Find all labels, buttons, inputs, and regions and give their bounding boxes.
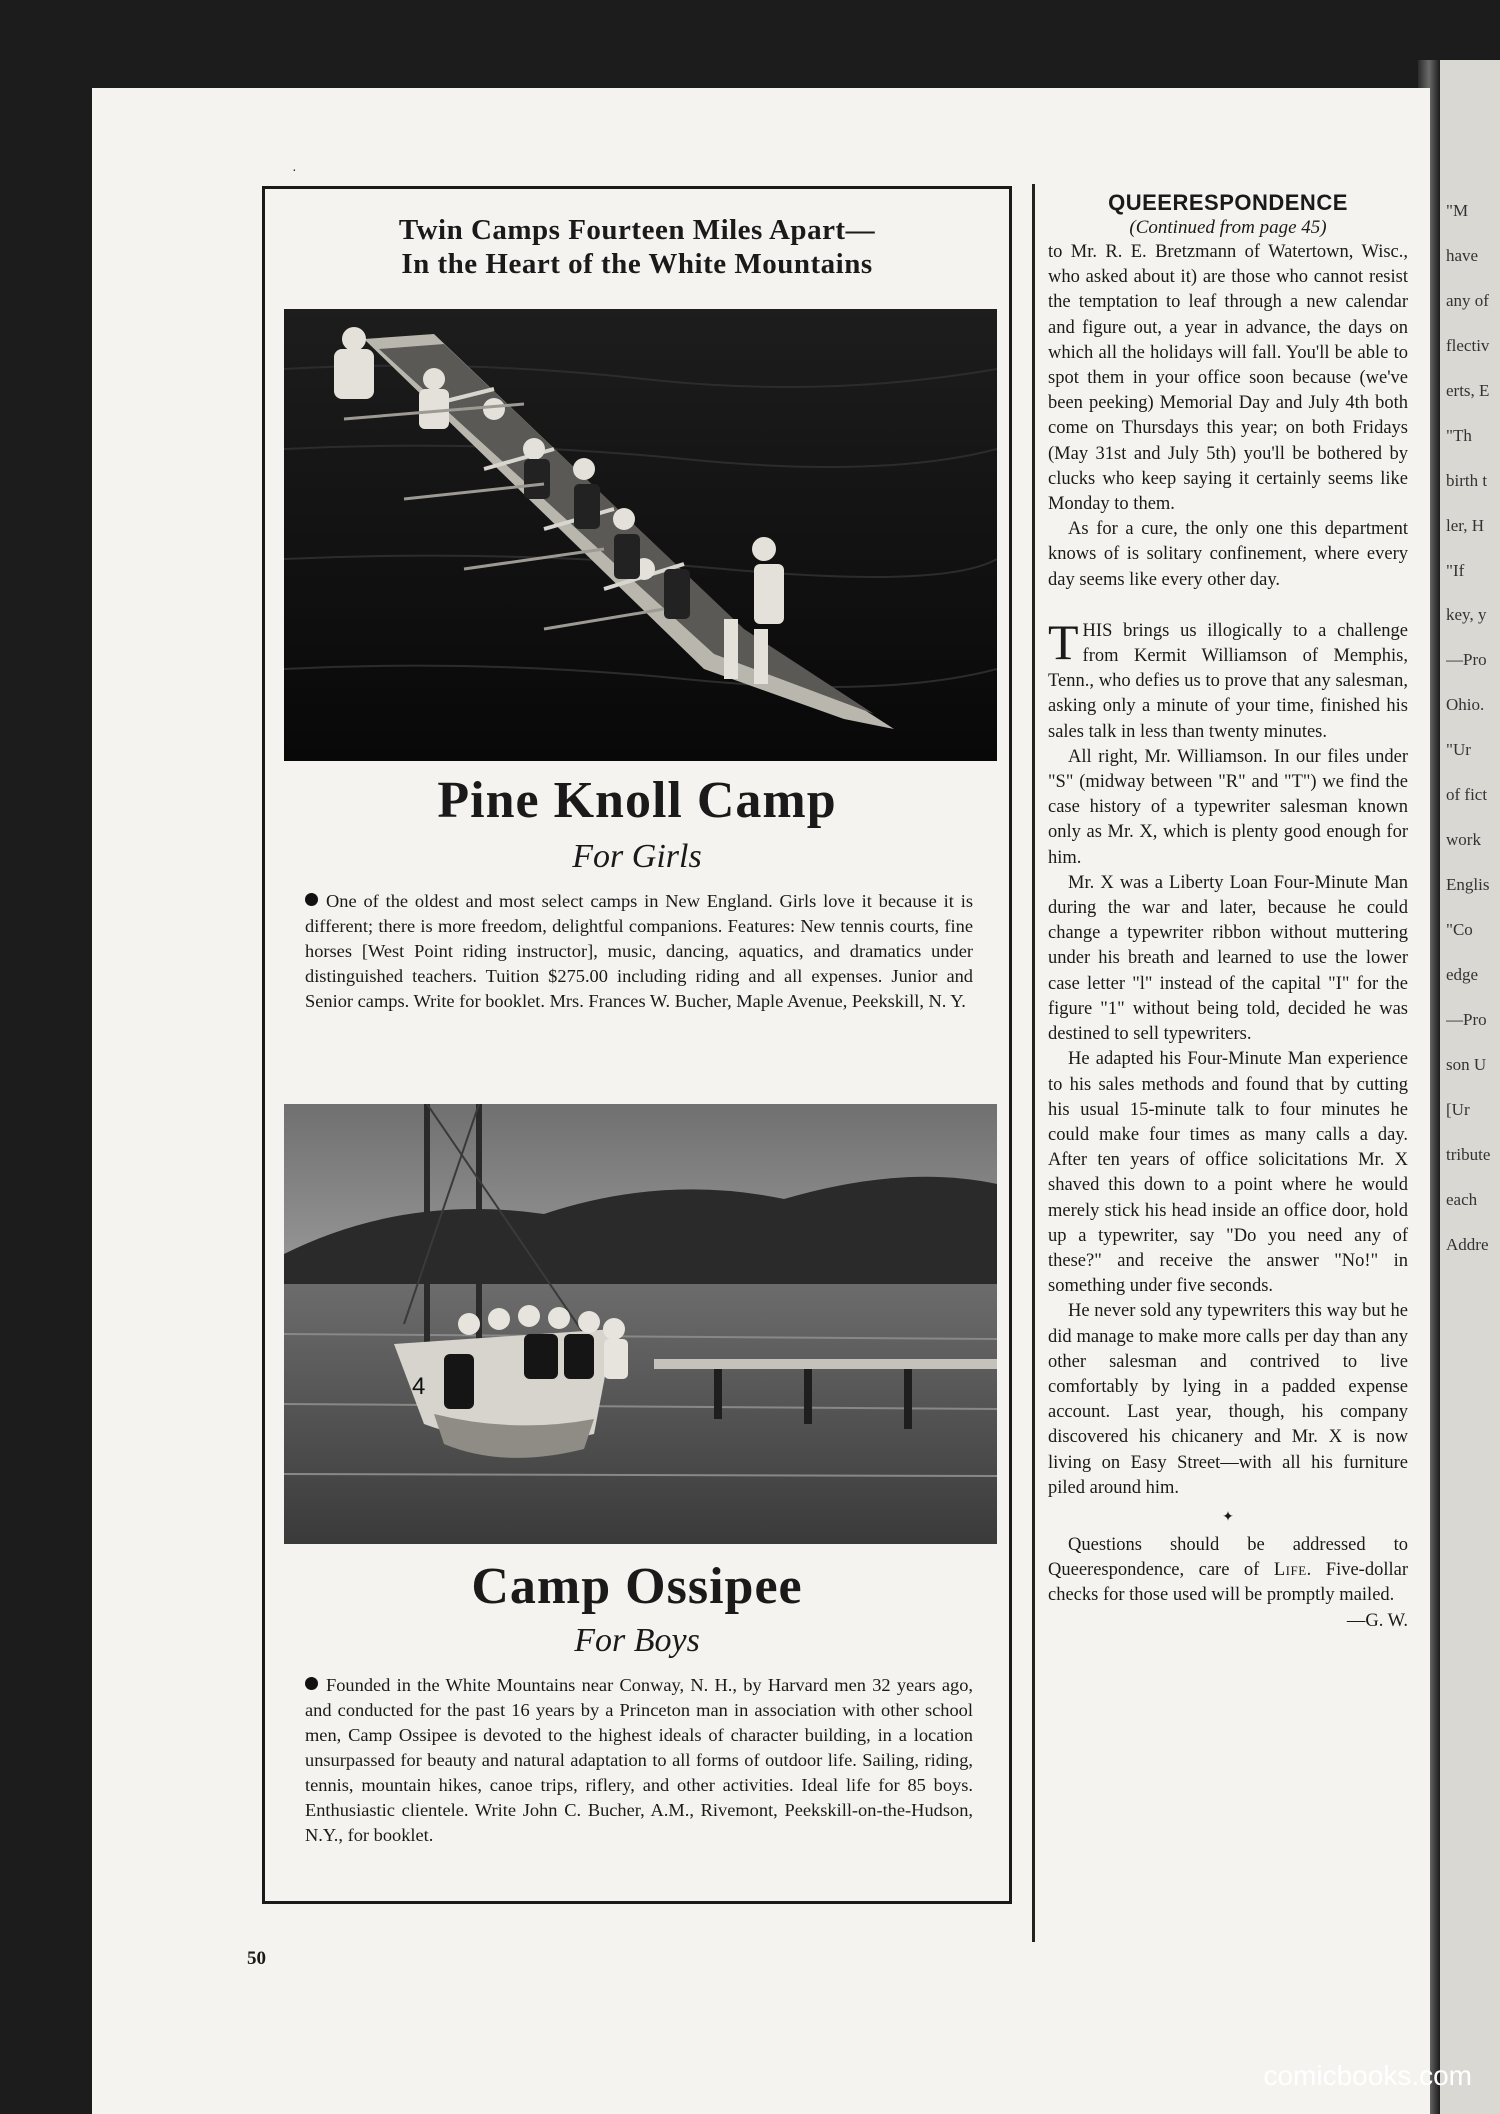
column-closing-paragraph: Questions should be addressed to Queerespondence, care of Life. Five-dollar checks for those used will be promptly mailed.	[1048, 1534, 1408, 1606]
adjacent-page-fragment: edge	[1446, 964, 1479, 984]
adjacent-page-fragment: key, y	[1446, 605, 1487, 625]
column-paragraph: All right, Mr. Williamson. In our files under "S" (midway between "R" and "T") we find the case history of a typewriter salesman known only as Mr. X, which is plenty good enough for him.	[1048, 746, 1408, 868]
camp1-subtitle: For Girls	[572, 838, 702, 875]
camp1-description-text: One of the oldest and most select camps in New England. Girls love it because it is different; there is more freedom, delightful companions. Features: New tennis courts, fine horses [West Point riding instructor], music, dancing, aquatics, and dramatics under distinguished teachers. Tuition $275.00 including riding and all expenses. Junior and Senior camps. Write for booklet. Mrs. Frances W. Bucher, Maple Avenue, Peekskill, N. Y.	[305, 891, 973, 1011]
canoe-photo	[284, 309, 997, 761]
signature: —G. W.	[1346, 1610, 1408, 1631]
section-ornament: ✦	[1222, 1509, 1234, 1525]
adjacent-page-fragment: erts, E	[1446, 380, 1490, 400]
camp2-subtitle: For Boys	[574, 1622, 700, 1659]
bullet-icon	[305, 893, 318, 906]
adjacent-page-fragment: tribute	[1446, 1144, 1491, 1164]
column-paragraph: He adapted his Four-Minute Man experience to his sales methods and found that by cutting his usual 15-minute talk to four minutes he could make four times as many calls a day. After ten years of office solicitations Mr. X shaved this down to a point where he would merely stick his head inside an office door, hold up a typewriter, say "Do you need any of these?" and receive the answer "No!" in something under five seconds.	[1048, 1049, 1408, 1297]
adjacent-page-fragment: Englis	[1446, 875, 1490, 895]
camp-advertisement	[262, 186, 1012, 1904]
column-paragraph: to Mr. R. E. Bretzmann of Watertown, Wisc., who asked about it) are those who cannot resist the temptation to leaf through a new calendar and figure out, a year in advance, the days on which all the holidays will fall. You'll be able to spot them in your office soon because (we've been peeking) Memorial Day and July 4th both come on Thursdays this year; on both Fridays (May 31st and July 5th) you'll be bothered by clucks who keep saying it certainly seems like Monday to them.	[1048, 242, 1408, 515]
adjacent-page-fragment: ler, H	[1446, 515, 1485, 535]
column-paragraph: Mr. X was a Liberty Loan Four-Minute Man during the war and later, because he could change a typewriter ribbon without muttering under his breath and learned to use the lower case letter "l" instead of the capital "I" for the figure "1" without being told, decided he was destined to sell typewriters.	[1048, 872, 1408, 1045]
camp2-name: Camp Ossipee	[471, 1558, 803, 1615]
adjacent-page-fragment: work	[1446, 830, 1481, 850]
camp1-description	[305, 889, 973, 1014]
adjacent-page-fragment: birth t	[1446, 470, 1488, 490]
adjacent-page-fragment: Addre	[1446, 1234, 1489, 1254]
adjacent-page-fragment: son U	[1446, 1054, 1487, 1074]
adjacent-page-fragment: —Pro	[1446, 650, 1487, 670]
adjacent-page-fragment: Ohio.	[1446, 695, 1485, 715]
adjacent-page-fragment: "M	[1446, 201, 1469, 220]
adjacent-page-fragment: of fict	[1446, 785, 1488, 805]
camp2-description	[305, 1673, 973, 1848]
print-mark: ·	[292, 164, 297, 179]
camp2-description-text: Founded in the White Mountains near Conway, N. H., by Harvard men 32 years ago, and conducted for the past 16 years by a Princeton man in association with other school men, Camp Ossipee is devoted to the highest ideals of character building, in a location unsurpassed for beauty and natural adaptation to all forms of outdoor life. Sailing, riding, tennis, mountain hikes, canoe trips, riflery, and other activities. Ideal life for 85 boys. Enthusiastic clientele. Write John C. Bucher, A.M., Rivemont, Peekskill-on-the-Hudson, N.Y., for booklet.	[305, 1675, 973, 1845]
queerespondence-column	[1048, 190, 1408, 1634]
adjacent-page-fragment: each	[1446, 1189, 1478, 1209]
adjacent-page-fragment: "Co	[1446, 920, 1473, 939]
drop-cap: T	[1048, 613, 1079, 670]
adjacent-page-fragment: any of	[1446, 290, 1489, 310]
continued-note: (Continued from page 45)	[1129, 217, 1327, 238]
adjacent-page-fragment: [Ur	[1446, 1099, 1470, 1119]
ad-headline	[265, 213, 1009, 281]
camp1-name: Pine Knoll Camp	[437, 772, 837, 829]
ad-headline-line2: In the Heart of the White Mountains	[401, 248, 873, 280]
boat-number: 4	[412, 1373, 426, 1400]
adjacent-page-fragment: "Th	[1446, 425, 1472, 445]
adjacent-page-fragment: —Pro	[1446, 1009, 1487, 1029]
adjacent-page-fragment: have	[1446, 245, 1479, 265]
column-paragraph: As for a cure, the only one this department knows of is solitary confinement, where every day seems like every other day.	[1048, 519, 1408, 590]
column-paragraph: He never sold any typewriters this way but he did manage to make more calls per day than any other salesman and contrived to live comfortably by lying in a padded expense account. Last year, though, his company discovered his chicanery and Mr. X is now living on Easy Street—with all his furniture piled around him.	[1048, 1301, 1408, 1498]
sailboat-photo	[284, 1104, 997, 1544]
column-paragraph: THIS brings us illogically to a challenge from Kermit Williamson of Memphis, Tenn., who defies us to prove that any salesman, asking only a minute of your time, finished his sales talk in less than twenty minutes.	[1048, 613, 1408, 742]
column-divider	[1032, 184, 1035, 1942]
page-number: 50	[247, 1948, 266, 1969]
adjacent-page-fragment: "If	[1446, 560, 1465, 580]
site-watermark: comicbooks.com	[1263, 2060, 1472, 2091]
adjacent-page-fragment: flectiv	[1446, 335, 1490, 355]
bullet-icon	[305, 1677, 318, 1690]
column-title: QUEERESPONDENCE	[1108, 190, 1348, 215]
adjacent-page-fragments	[1446, 200, 1500, 1500]
adjacent-page-fragment: "Ur	[1446, 740, 1471, 760]
ad-headline-line1: Twin Camps Fourteen Miles Apart—	[398, 214, 876, 246]
